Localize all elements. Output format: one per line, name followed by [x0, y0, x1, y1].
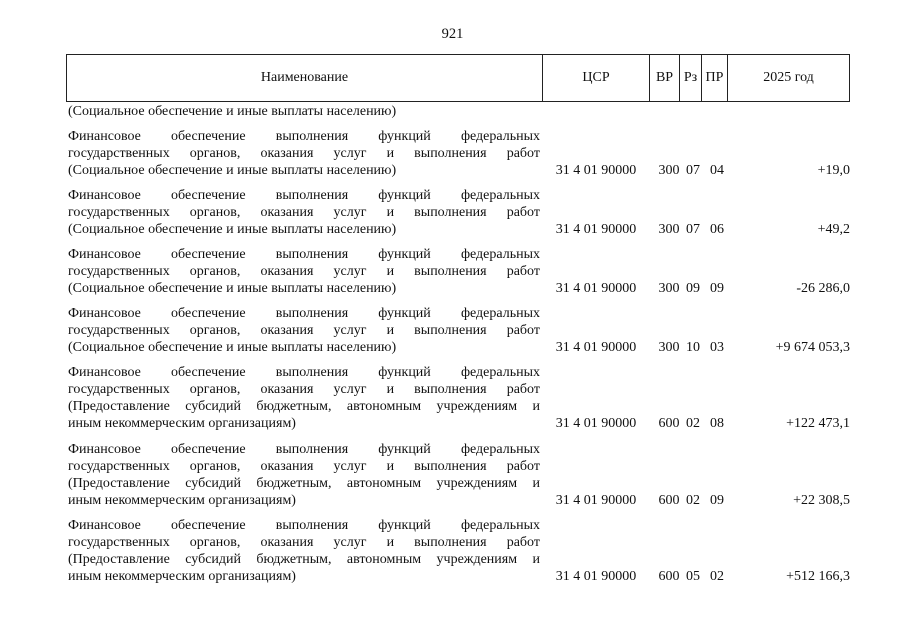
table-row — [68, 246, 850, 297]
vr-code: 600 — [658, 416, 680, 431]
pr-code: 09 — [710, 281, 724, 296]
table-row — [68, 128, 850, 179]
description-line: Финансовое обеспечение выполнения функций федеральных — [68, 442, 540, 457]
rz-code: 07 — [686, 222, 700, 237]
description-line: (Предоставление субсидий бюджетным, автономным учреждениям и — [68, 399, 540, 414]
table-row — [68, 364, 850, 432]
description-line: Финансовое обеспечение выполнения функций федеральных — [68, 306, 540, 321]
csr-code: 31 4 01 90000 — [555, 569, 637, 584]
description-line: (Социальное обеспечение и иные выплаты населению) — [68, 281, 397, 296]
amount-2025: -26 286,0 — [796, 281, 850, 296]
csr-code: 31 4 01 90000 — [555, 416, 637, 431]
csr-code: 31 4 01 90000 — [555, 222, 637, 237]
vr-code: 300 — [658, 340, 680, 355]
csr-code: 31 4 01 90000 — [555, 493, 637, 508]
description-line: (Предоставление субсидий бюджетным, автономным учреждениям и — [68, 552, 540, 567]
description-line: иным некоммерческим организациям) — [68, 493, 296, 508]
pr-code: 04 — [710, 163, 724, 178]
description-line: иным некоммерческим организациям) — [68, 416, 296, 431]
rz-code: 10 — [686, 340, 700, 355]
amount-2025: +512 166,3 — [786, 569, 850, 584]
table-row — [68, 187, 850, 238]
description-line: государственных органов, оказания услуг и выполнения работ — [68, 382, 540, 397]
pr-code: 09 — [710, 493, 724, 508]
description-line: иным некоммерческим организациям) — [68, 569, 296, 584]
vr-code: 300 — [658, 163, 680, 178]
description-line: Финансовое обеспечение выполнения функций федеральных — [68, 518, 540, 533]
description-line: (Социальное обеспечение и иные выплаты населению) — [68, 163, 397, 178]
csr-code: 31 4 01 90000 — [555, 163, 637, 178]
row-description — [68, 187, 540, 238]
table-row — [68, 441, 850, 509]
description-line: (Предоставление субсидий бюджетным, автономным учреждениям и — [68, 476, 540, 491]
description-line: государственных органов, оказания услуг и выполнения работ — [68, 535, 540, 550]
description-line: Финансовое обеспечение выполнения функций федеральных — [68, 247, 540, 262]
row-description — [68, 305, 540, 356]
description-line: Финансовое обеспечение выполнения функций федеральных — [68, 365, 540, 380]
vr-code: 300 — [658, 222, 680, 237]
column-header-vr: ВР — [649, 55, 679, 101]
csr-code: 31 4 01 90000 — [555, 340, 637, 355]
vr-code: 600 — [658, 493, 680, 508]
row-description — [68, 364, 540, 432]
column-header-rz: Рз — [679, 55, 701, 101]
description-line: (Социальное обеспечение и иные выплаты населению) — [68, 340, 397, 355]
description-line: государственных органов, оказания услуг и выполнения работ — [68, 146, 540, 161]
amount-2025: +22 308,5 — [793, 493, 850, 508]
carry-over-line: (Социальное обеспечение и иные выплаты населению) — [68, 104, 397, 119]
pr-code: 06 — [710, 222, 724, 237]
rz-code: 05 — [686, 569, 700, 584]
amount-2025: +9 674 053,3 — [775, 340, 850, 355]
rz-code: 02 — [686, 416, 700, 431]
rz-code: 09 — [686, 281, 700, 296]
pr-code: 02 — [710, 569, 724, 584]
row-description — [68, 246, 540, 297]
description-line: государственных органов, оказания услуг и выполнения работ — [68, 264, 540, 279]
pr-code: 08 — [710, 416, 724, 431]
row-description — [68, 517, 540, 585]
rz-code: 07 — [686, 163, 700, 178]
vr-code: 600 — [658, 569, 680, 584]
description-line: государственных органов, оказания услуг и выполнения работ — [68, 459, 540, 474]
description-line: Финансовое обеспечение выполнения функций федеральных — [68, 188, 540, 203]
column-header-year: 2025 год — [727, 55, 849, 101]
column-header-pr: ПР — [701, 55, 727, 101]
description-line: Финансовое обеспечение выполнения функций федеральных — [68, 129, 540, 144]
page-number: 921 — [441, 26, 464, 42]
table-row — [68, 517, 850, 585]
description-line: государственных органов, оказания услуг и выполнения работ — [68, 323, 540, 338]
amount-2025: +49,2 — [817, 222, 850, 237]
column-header-csr: ЦСР — [542, 55, 649, 101]
rz-code: 02 — [686, 493, 700, 508]
csr-code: 31 4 01 90000 — [555, 281, 637, 296]
description-line: государственных органов, оказания услуг и выполнения работ — [68, 205, 540, 220]
row-description — [68, 128, 540, 179]
amount-2025: +122 473,1 — [786, 416, 850, 431]
pr-code: 03 — [710, 340, 724, 355]
description-line: (Социальное обеспечение и иные выплаты населению) — [68, 222, 397, 237]
table-row — [68, 305, 850, 356]
vr-code: 300 — [658, 281, 680, 296]
table-header — [66, 54, 850, 102]
row-description — [68, 441, 540, 509]
amount-2025: +19,0 — [817, 163, 850, 178]
column-header-name: Наименование — [260, 70, 349, 85]
